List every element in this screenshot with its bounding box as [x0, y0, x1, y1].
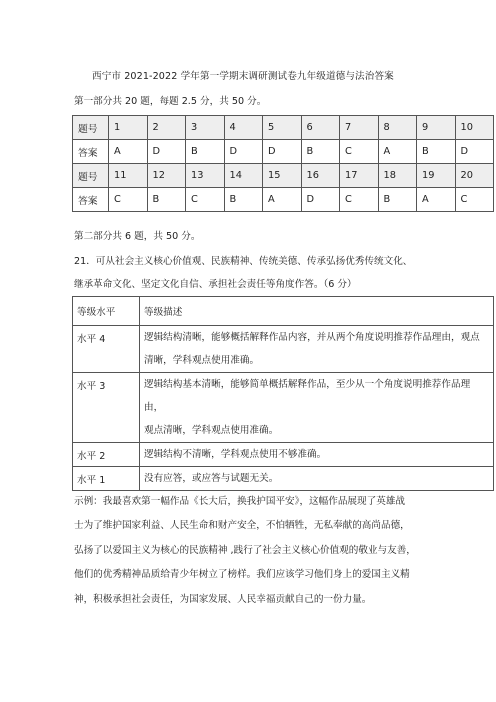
- answer-cell: A: [109, 140, 148, 164]
- answer-cell: 9: [417, 116, 456, 140]
- answer-cell: 20: [455, 164, 494, 188]
- answer-cell: 7: [340, 116, 379, 140]
- answer-cell: B: [186, 140, 225, 164]
- answer-cell: 19: [417, 164, 456, 188]
- header-level: 等级水平: [73, 297, 140, 326]
- level-name: 水平 1: [73, 467, 140, 491]
- level-name: 水平 2: [73, 443, 140, 467]
- level-table: [72, 296, 494, 491]
- document-title: 西宁市 2021-2022 学年第一学期末调研测试卷九年级道德与法治答案: [92, 71, 394, 82]
- level-description: [140, 326, 494, 373]
- answer-cell: A: [378, 140, 417, 164]
- example-line: 他们的优秀精神品质给青少年树立了榜样。我们应该学习他们身上的爱国主义精: [74, 569, 410, 581]
- example-line: 士为了维护国家利益、人民生命和财产安全，不怕牺牲，无私奉献的高尚品德，: [74, 520, 410, 532]
- row-label: 答案: [73, 140, 109, 164]
- level-row: [73, 373, 494, 443]
- answer-cell: D: [224, 140, 263, 164]
- part2-note: 第二部分共 6 题，共 50 分。: [74, 231, 201, 242]
- answer-table-row: [73, 164, 494, 188]
- answer-cell: 13: [186, 164, 225, 188]
- answer-cell: 3: [186, 116, 225, 140]
- level-row: [73, 326, 494, 373]
- level-name: 水平 3: [73, 373, 140, 443]
- answer-cell: 6: [301, 116, 340, 140]
- example-line: 示例：我最喜欢第一幅作品《长大后，换我护国平安》，这幅作品展现了英雄战: [74, 496, 405, 507]
- answer-cell: C: [186, 188, 225, 212]
- level-description-line: 逻辑结构清晰，能够概括解释作品内容，并从两个角度说明推荐作品理由，观点: [144, 332, 480, 343]
- example-answer: [74, 490, 489, 612]
- answer-cell: 15: [263, 164, 302, 188]
- answer-cell: D: [455, 140, 494, 164]
- header-desc: 等级描述: [140, 297, 494, 326]
- level-description-line: 逻辑结构基本清晰，能够简单概括解释作品，至少从一个角度说明推荐作品理由，: [144, 379, 471, 413]
- row-label: 题号: [73, 164, 109, 188]
- answer-cell: B: [417, 140, 456, 164]
- answer-cell: 12: [147, 164, 186, 188]
- level-name: 水平 4: [73, 326, 140, 373]
- answer-cell: C: [340, 188, 379, 212]
- level-description: [140, 373, 494, 443]
- answer-cell: 1: [109, 116, 148, 140]
- answer-cell: 11: [109, 164, 148, 188]
- answer-cell: 2: [147, 116, 186, 140]
- level-description-line: 没有应答，或应答与试题无关。: [144, 473, 279, 484]
- answer-cell: 14: [224, 164, 263, 188]
- answer-cell: 4: [224, 116, 263, 140]
- level-description-line: 逻辑结构不清晰，学科观点使用不够准确。: [144, 449, 327, 460]
- level-row: [73, 443, 494, 467]
- answer-cell: A: [263, 188, 302, 212]
- part1-note: 第一部分共 20 题，每题 2.5 分，共 50 分。: [74, 96, 267, 107]
- answer-cell: 5: [263, 116, 302, 140]
- answer-cell: D: [301, 188, 340, 212]
- answer-table-row: [73, 116, 494, 140]
- example-line: 神，积极承担社会责任，为国家发展、人民幸福贡献自己的一份力量。: [74, 593, 372, 605]
- answer-cell: B: [301, 140, 340, 164]
- row-label: 答案: [73, 188, 109, 212]
- answer-cell: B: [378, 188, 417, 212]
- answer-cell: D: [147, 140, 186, 164]
- answer-cell: C: [455, 188, 494, 212]
- answer-cell: B: [147, 188, 186, 212]
- row-label: 题号: [73, 116, 109, 140]
- level-description-line: 清晰，学科观点使用准确。: [144, 355, 260, 366]
- level-description: [140, 443, 494, 467]
- answer-cell: A: [417, 188, 456, 212]
- level-table-header: [73, 297, 494, 326]
- answer-cell: C: [340, 140, 379, 164]
- level-description: [140, 467, 494, 491]
- answer-cell: 17: [340, 164, 379, 188]
- level-description-line: 观点清晰，学科观点使用准确。: [144, 425, 279, 436]
- q21-prompt-line1: 21．可从社会主义核心价值观、民族精神、传统美德、传承弘扬优秀传统文化、: [74, 256, 413, 267]
- answer-table-row: [73, 188, 494, 212]
- answer-table-row: [73, 140, 494, 164]
- answer-cell: 16: [301, 164, 340, 188]
- answer-cell: 10: [455, 116, 494, 140]
- answer-cell: B: [224, 188, 263, 212]
- answer-table: [72, 115, 494, 212]
- answer-cell: C: [109, 188, 148, 212]
- answer-cell: D: [263, 140, 302, 164]
- answer-cell: 18: [378, 164, 417, 188]
- level-row: [73, 467, 494, 491]
- answer-cell: 8: [378, 116, 417, 140]
- q21-prompt-line2: 继承革命文化、坚定文化自信、承担社会责任等角度作答。（6 分）: [74, 279, 357, 290]
- example-line: 弘扬了以爱国主义为核心的民族精神 ,践行了社会主义核心价值观的敬业与友善，: [74, 544, 416, 556]
